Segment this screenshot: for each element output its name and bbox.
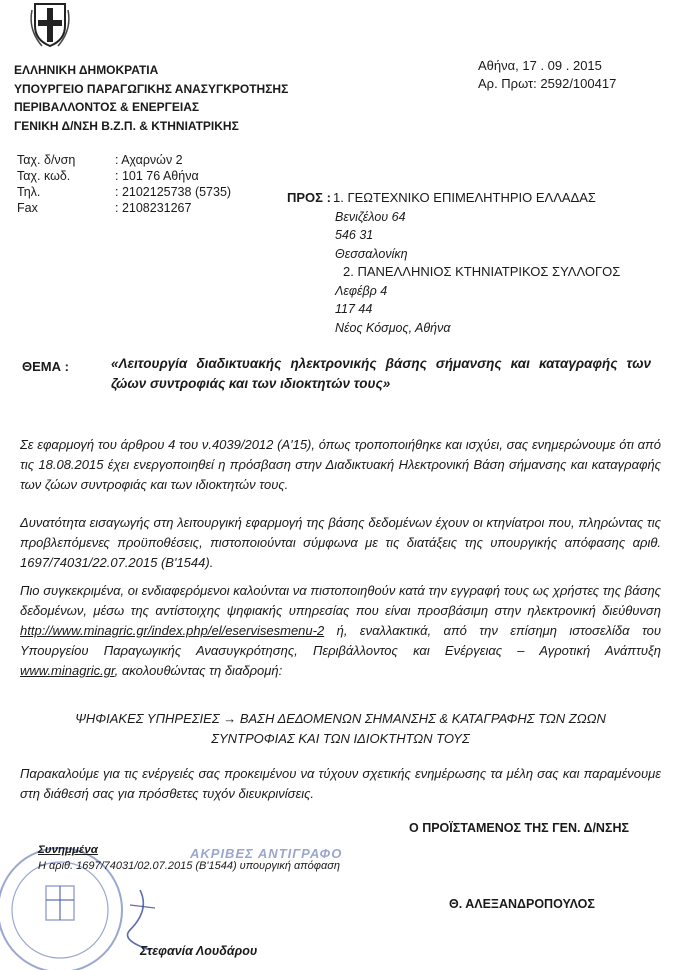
path-line: ΨΗΦΙΑΚΕΣ ΥΠΗΡΕΣΙΕΣ → ΒΑΣΗ ΔΕΔΟΜΕΝΩΝ ΣΗΜΑΝΣΗΣ & ΚΑΤΑΓΡΑΦΗΣ ΤΩΝ ΖΩΩΝ bbox=[75, 711, 606, 726]
document-date: Αθήνα, 17 . 09 . 2015 bbox=[478, 58, 602, 73]
contact-label: Ταχ. δ/νση bbox=[17, 153, 76, 167]
date-protocol-block bbox=[478, 57, 616, 93]
body-paragraph-4: Παρακαλούμε για τις ενέργειές σας προκειμένου να τύχουν σχετικής ενημέρωσης τα μέλη σας και παραμένουμε στη διάθεσή σας για πρόσθετες τυχόν διευκρινίσεις. bbox=[20, 766, 661, 801]
org-line: ΕΛΛΗΝΙΚΗ ΔΗΜΟΚΡΑΤΙΑ bbox=[14, 63, 159, 77]
recipient-name: 1. ΓΕΩΤΕΧΝΙΚΟ ΕΠΙΜΕΛΗΤΗΡΙΟ ΕΛΛΑΔΑΣ bbox=[333, 190, 596, 205]
org-line: ΥΠΟΥΡΓΕΙΟ ΠΑΡΑΓΩΓΙΚΗΣ ΑΝΑΣΥΓΚΡΟΤΗΣΗΣ bbox=[14, 81, 289, 96]
org-line: ΠΕΡΙΒΑΛΛΟΝΤΟΣ & ΕΝΕΡΓΕΙΑΣ bbox=[14, 100, 200, 114]
contact-value: : 2102125738 (5735) bbox=[115, 185, 232, 199]
recipient-address: 117 44 bbox=[335, 302, 373, 316]
enclosures-label: Συνημμένα bbox=[38, 844, 98, 856]
contact-label: Τηλ. bbox=[17, 185, 41, 199]
paragraph-text: ή, εναλλακτικά, από την επίσημη ιστοσελίδα του Υπουργείου Παραγωγικής Ανασυγκρότησης, Περιβάλλοντος και Ενέργειας – Αγροτική Ανάπτυξη bbox=[20, 623, 661, 658]
recipient-address: Νέος Κόσμος, Αθήνα bbox=[335, 320, 451, 335]
paragraph-text: , ακολουθώντας τη διαδρομή: bbox=[114, 663, 283, 678]
contact-value: : 101 76 Αθήνα bbox=[115, 169, 199, 183]
body-paragraph-3 bbox=[20, 581, 661, 681]
stamp-caption: ΑΚΡΙΒΕΣ ΑΝΤΙΓΡΑΦΟ bbox=[190, 846, 343, 861]
contact-label: Fax bbox=[17, 201, 38, 215]
recipients-label: ΠΡΟΣ : bbox=[287, 190, 331, 205]
signatory-name: Θ. ΑΛΕΞΑΝΔΡΟΠΟΥΛΟΣ bbox=[449, 897, 595, 911]
subject-label: ΘΕΜΑ : bbox=[22, 359, 69, 374]
recipient-name: 2. ΠΑΝΕΛΛΗΝΙΟΣ ΚΤΗΝΙΑΤΡΙΚΟΣ ΣΥΛΛΟΓΟΣ bbox=[343, 264, 621, 279]
body-paragraph-2: Δυνατότητα εισαγωγής στη λειτουργική εφαρμογή της βάσης δεδομένων έχουν οι κτηνίατροι που, πληρώντας τις προβλεπόμενες προϋποθέσεις, πιστοποιούνται σύμφωνα με τις διατάξεις της υπουργικής απόφασης αριθ. 1697/74031/22.07.2015 (Β'1544). bbox=[20, 515, 661, 570]
eservices-link[interactable]: http://www.minagric.gr/index.php/el/eservisesmenu-2 bbox=[20, 623, 325, 638]
greek-emblem-icon bbox=[30, 0, 70, 50]
recipient-address: 546 31 bbox=[335, 228, 374, 242]
ministry-website-link[interactable]: www.minagric.gr bbox=[20, 663, 115, 678]
signatory-title: Ο ΠΡΟΪΣΤΑΜΕΝΟΣ ΤΗΣ ΓΕΝ. Δ/ΝΣΗΣ bbox=[409, 821, 629, 835]
protocol-number: Αρ. Πρωτ: 2592/100417 bbox=[478, 76, 617, 91]
enclosure-item: Η αριθ. 1697/74031/02.07.2015 (Β'1544) υπουργική απόφαση bbox=[38, 860, 340, 872]
subject-text: «Λειτουργία διαδικτυακής ηλεκτρονικής βάσης σήμανσης και καταγραφής των ζώων συντροφιάς και των ιδιοκτητών τους» bbox=[111, 356, 651, 391]
recipients-list bbox=[333, 189, 620, 337]
contact-value: : 2108231267 bbox=[115, 201, 192, 215]
recipient-address: Θεσσαλονίκη bbox=[335, 246, 408, 261]
contact-label: Ταχ. κωδ. bbox=[17, 169, 71, 183]
paragraph-text: Πιο συγκεκριμένα, οι ενδιαφερόμενοι καλούνται να πιστοποιηθούν κατά την εγγραφή τους ως χρήστες της βάσης δεδομένων, μέσω της αντίστοιχης ψηφιακής υπηρεσίας που είναι προσβάσιμη στην ηλεκτρονική διεύθυνση bbox=[20, 583, 661, 618]
recipient-address: Βενιζέλου 64 bbox=[335, 209, 406, 224]
navigation-path bbox=[20, 709, 661, 749]
path-line: ΣΥΝΤΡΟΦΙΑΣ ΚΑΙ ΤΩΝ ΙΔΙΟΚΤΗΤΩΝ ΤΟΥΣ bbox=[211, 731, 470, 746]
clerk-name: Στεφανία Λουδάρου bbox=[140, 944, 258, 958]
org-line: ΓΕΝΙΚΗ Δ/ΝΣΗ Β.Ζ.Π. & ΚΤΗΝΙΑΤΡΙΚΗΣ bbox=[14, 118, 239, 133]
issuing-authority bbox=[14, 61, 288, 135]
recipient-address: Λεφέβρ 4 bbox=[335, 283, 388, 298]
contact-value: : Αχαρνών 2 bbox=[115, 153, 183, 167]
body-paragraph-1: Σε εφαρμογή του άρθρου 4 του ν.4039/2012 (Α'15), όπως τροποποιήθηκε και ισχύει, σας ενημερώνουμε ότι από τις 18.08.2015 έχει ενεργοποιηθεί η πρόσβαση στην Διαδικτυακή Ηλεκτρονική Βάση σήμανσης και καταγραφής των ζώων συντροφιάς και των ιδιοκτητών τους. bbox=[20, 437, 661, 492]
